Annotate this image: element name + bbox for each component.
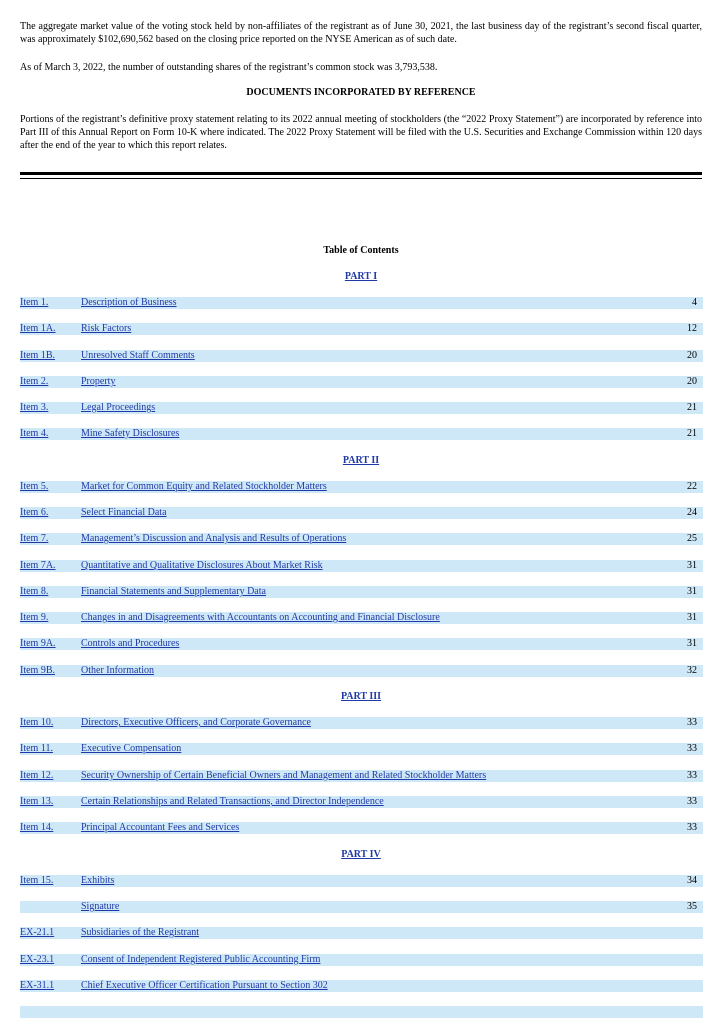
toc-page-number: 32 — [687, 665, 697, 676]
toc-item-link[interactable]: Unresolved Staff Comments — [81, 350, 195, 361]
toc-row-item-8[interactable] — [20, 586, 703, 598]
toc-item-link[interactable]: Select Financial Data — [81, 507, 167, 518]
toc-item-link[interactable]: Risk Factors — [81, 323, 132, 334]
toc-item-link[interactable]: Financial Statements and Supplementary Data — [81, 586, 266, 597]
toc-page-number: 33 — [687, 770, 697, 781]
toc-page-number: 35 — [687, 901, 697, 912]
toc-page-number: 21 — [687, 428, 697, 439]
proxy-statement-paragraph: Portions of the registrant’s definitive proxy statement relating to its 2022 annual meeting of stockholders (the “2022 Proxy Statement”) are incorporated by reference into Part III of this Annual Report on Form 10-K where indicated. The 2022 Proxy Statement will be filed with the U.S. Securities and Exchange Commission within 120 days after the end of the year to which this report relates. — [20, 114, 702, 151]
toc-item-number[interactable]: Item 12. — [20, 770, 54, 781]
toc-row-ex-31-1[interactable] — [20, 980, 703, 992]
toc-item-number[interactable]: Item 7. — [20, 533, 49, 544]
toc-page-number: 33 — [687, 796, 697, 807]
toc-item-number[interactable]: Item 10. — [20, 717, 54, 728]
toc-item-number[interactable]: EX-31.1 — [20, 980, 55, 991]
documents-incorporated-heading: DOCUMENTS INCORPORATED BY REFERENCE — [246, 87, 476, 98]
toc-item-link[interactable]: Executive Compensation — [81, 743, 182, 754]
toc-row-signature[interactable] — [20, 901, 703, 913]
toc-item-number[interactable]: EX-21.1 — [20, 927, 55, 938]
toc-item-link[interactable]: Consent of Independent Registered Public Accounting Firm — [81, 954, 321, 965]
toc-page-number: 21 — [687, 402, 697, 413]
toc-item-link[interactable]: Subsidiaries of the Registrant — [81, 927, 200, 938]
toc-row-item-13[interactable] — [20, 796, 703, 808]
toc-row-item-11[interactable] — [20, 743, 703, 755]
toc-row-item-3[interactable] — [20, 402, 703, 414]
toc-item-number[interactable]: Item 7A. — [20, 560, 56, 571]
toc-page-number: 22 — [687, 481, 697, 492]
toc-page-number: 20 — [687, 376, 697, 387]
toc-item-link[interactable]: Chief Executive Officer Certification Pursuant to Section 302 — [81, 980, 328, 991]
toc-page-number: 24 — [687, 507, 697, 518]
toc-item-link[interactable]: Legal Proceedings — [81, 402, 156, 413]
toc-item-number[interactable]: Item 1. — [20, 297, 49, 308]
toc-item-number[interactable]: Item 1A. — [20, 323, 56, 334]
toc-item-link[interactable]: Property — [81, 376, 116, 387]
toc-item-link[interactable]: Market for Common Equity and Related Stockholder Matters — [81, 481, 327, 492]
toc-row-item-9[interactable] — [20, 612, 703, 624]
toc-item-number[interactable]: Item 9A. — [20, 638, 56, 649]
toc-item-link[interactable]: Principal Accountant Fees and Services — [81, 822, 240, 833]
toc-row-item-6[interactable] — [20, 507, 703, 519]
toc-page-number: 20 — [687, 350, 697, 361]
toc-item-number[interactable]: Item 13. — [20, 796, 54, 807]
toc-item-link[interactable]: Exhibits — [81, 875, 115, 886]
toc-page-number: 33 — [687, 822, 697, 833]
toc-row-item-1[interactable] — [20, 297, 703, 309]
toc-row-ex-21-1[interactable] — [20, 927, 703, 939]
toc-row-item-12[interactable] — [20, 770, 703, 782]
toc-item-link[interactable]: Description of Business — [81, 297, 177, 308]
toc-item-link[interactable]: Certain Relationships and Related Transactions, and Director Independence — [81, 796, 384, 807]
part-1-heading[interactable]: PART I — [344, 271, 378, 282]
toc-row-item-9a[interactable] — [20, 638, 703, 650]
toc-row-item-9b[interactable] — [20, 665, 703, 677]
toc-page-number: 25 — [687, 533, 697, 544]
toc-item-number[interactable]: Item 4. — [20, 428, 49, 439]
market-value-paragraph: The aggregate market value of the voting stock held by non-affiliates of the registrant as of June 30, 2021, the last business day of the registrant’s second fiscal quarter, was approximately $102,690,562 based on the closing price reported on the NYSE American as of such date. — [20, 21, 702, 45]
divider-thick — [20, 172, 702, 175]
toc-item-number[interactable]: Item 15. — [20, 875, 54, 886]
shares-outstanding-paragraph: As of March 3, 2022, the number of outstanding shares of the registrant’s common stock was 3,793,538. — [20, 62, 438, 73]
toc-row-item-5[interactable] — [20, 481, 703, 493]
toc-item-number[interactable]: Item 3. — [20, 402, 49, 413]
toc-row-item-4[interactable] — [20, 428, 703, 440]
toc-page-number: 31 — [687, 586, 697, 597]
divider-thin — [20, 178, 702, 179]
toc-page-number: 31 — [687, 612, 697, 623]
toc-item-number[interactable]: Item 2. — [20, 376, 49, 387]
toc-page-number: 4 — [692, 297, 697, 308]
toc-row-ex-23-1[interactable] — [20, 954, 703, 966]
toc-title: Table of Contents — [323, 245, 399, 256]
toc-row-item-2[interactable] — [20, 376, 703, 388]
toc-item-link[interactable]: Quantitative and Qualitative Disclosures About Market Risk — [81, 560, 323, 571]
toc-item-number[interactable]: Item 14. — [20, 822, 54, 833]
toc-item-number[interactable]: Item 6. — [20, 507, 49, 518]
toc-page-number: 34 — [687, 875, 697, 886]
toc-item-number[interactable]: Item 8. — [20, 586, 49, 597]
toc-row-item-10[interactable] — [20, 717, 703, 729]
toc-page-number: 12 — [687, 323, 697, 334]
toc-row-item-15[interactable] — [20, 875, 703, 887]
toc-page-number: 31 — [687, 560, 697, 571]
toc-row-item-14[interactable] — [20, 822, 703, 834]
toc-item-link[interactable]: Security Ownership of Certain Beneficial Owners and Management and Related Stockholder Matters — [81, 770, 487, 781]
toc-row-partial[interactable] — [20, 1006, 703, 1018]
toc-item-link[interactable]: Directors, Executive Officers, and Corporate Governance — [81, 717, 311, 728]
toc-item-number[interactable]: Item 11. — [20, 743, 53, 754]
toc-item-number[interactable]: Item 9B. — [20, 665, 55, 676]
toc-item-number[interactable]: Item 9. — [20, 612, 49, 623]
toc-row-item-1b[interactable] — [20, 350, 703, 362]
toc-item-link[interactable]: Changes in and Disagreements with Accountants on Accounting and Financial Disclosure — [81, 612, 440, 623]
toc-page-number: 33 — [687, 717, 697, 728]
toc-item-link[interactable]: Controls and Procedures — [81, 638, 180, 649]
toc-item-link[interactable]: Management’s Discussion and Analysis and Results of Operations — [81, 533, 347, 544]
part-4-heading[interactable]: PART IV — [341, 849, 381, 860]
toc-row-item-1a[interactable] — [20, 323, 703, 335]
toc-row-item-7[interactable] — [20, 533, 703, 545]
toc-item-link[interactable]: Mine Safety Disclosures — [81, 428, 180, 439]
part-3-heading[interactable]: PART III — [340, 691, 382, 702]
part-2-heading[interactable]: PART II — [342, 455, 380, 466]
toc-page-number: 31 — [687, 638, 697, 649]
toc-item-link[interactable]: Other Information — [81, 665, 155, 676]
toc-item-number[interactable]: Item 5. — [20, 481, 49, 492]
toc-page-number: 33 — [687, 743, 697, 754]
toc-item-number[interactable]: EX-23.1 — [20, 954, 55, 965]
toc-item-number[interactable]: Item 1B. — [20, 350, 55, 361]
toc-row-item-7a[interactable] — [20, 560, 703, 572]
toc-item-link[interactable]: Signature — [81, 901, 120, 912]
